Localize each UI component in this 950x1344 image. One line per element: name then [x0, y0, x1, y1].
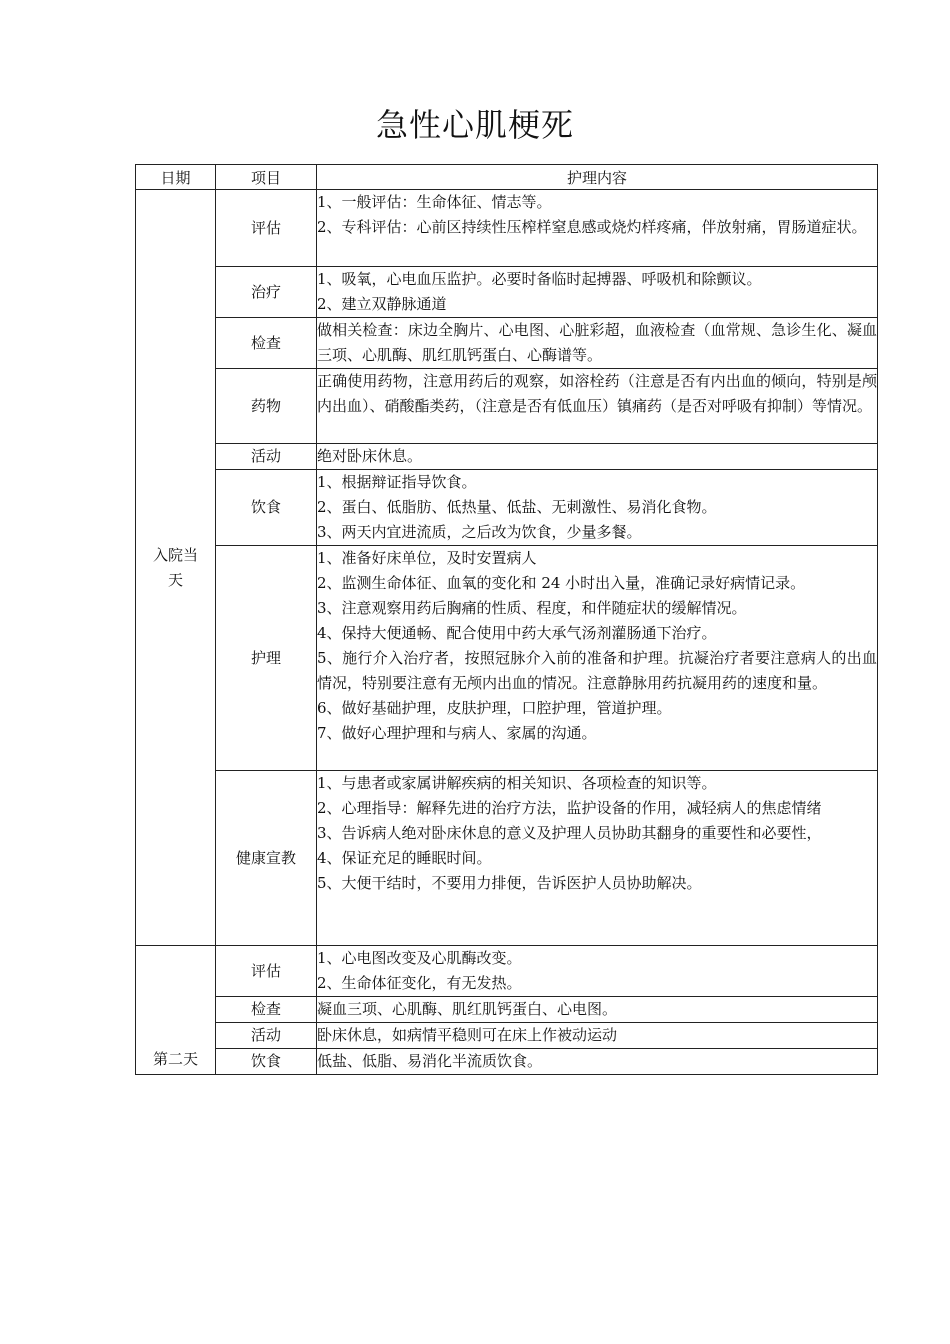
content-line: 2、建立双静脉通道 [317, 295, 447, 313]
content-line: 低盐、低脂、易消化半流质饮食。 [317, 1052, 543, 1070]
item-label: 检查 [216, 318, 317, 369]
content-line: 3、告诉病人绝对卧床休息的意义及护理人员协助其翻身的重要性和必要性， [317, 824, 822, 842]
day-label: 第二天 [136, 946, 216, 1075]
content-line: 5、大便干结时，不要用力排便，告诉医护人员协助解决。 [317, 874, 702, 892]
table-row [136, 369, 878, 444]
content-line: 卧床休息，如病情平稳则可在床上作被动运动 [317, 1026, 618, 1044]
content-line: 1、一般评估：生命体征、情志等。 [317, 193, 552, 211]
content-line: 1、吸氧，心电血压监护。必要时备临时起搏器、呼吸机和除颤议。 [317, 270, 762, 288]
content-line: 3、注意观察用药后胸痛的性质、程度，和伴随症状的缓解情况。 [317, 599, 747, 617]
content-line: 1、准备好床单位，及时安置病人 [317, 549, 537, 567]
item-label: 药物 [216, 369, 317, 444]
item-label: 护理 [216, 546, 317, 771]
table-row [136, 546, 878, 771]
content-line: 2、专科评估：心前区持续性压榨样窒息感或烧灼样疼痛，伴放射痛，胃肠道症状。 [317, 218, 867, 236]
care-content [317, 444, 878, 470]
care-content [317, 190, 878, 267]
table-row [136, 190, 878, 267]
content-line: 2、监测生命体征、血氧的变化和 24 小时出入量，准确记录好病情记录。 [317, 574, 806, 592]
content-line: 2、蛋白、低脂肪、低热量、低盐、无刺激性、易消化食物。 [317, 498, 717, 516]
item-label: 健康宣教 [216, 771, 317, 946]
content-line: 4、保持大便通畅、配合使用中药大承气汤剂灌肠通下治疗。 [317, 624, 717, 642]
content-line: 正确使用药物，注意用药后的观察，如溶栓药（注意是否有内出血的倾向，特别是颅内出血）、硝酸酯类药，（注意是否有低血压）镇痛药（是否对呼吸有抑制）等情况。 [317, 372, 877, 415]
content-line: 5、施行介入治疗者，按照冠脉介入前的准备和护理。抗凝治疗者要注意病人的出血情况，特别要注意有无颅内出血的情况。注意静脉用药抗凝用药的速度和量。 [317, 649, 877, 692]
content-line: 3、两天内宜进流质，之后改为饮食，少量多餐。 [317, 523, 642, 541]
content-line: 1、与患者或家属讲解疾病的相关知识、各项检查的知识等。 [317, 774, 717, 792]
care-content [317, 771, 878, 946]
table-row [136, 946, 878, 997]
item-label: 检查 [216, 997, 317, 1023]
table-row [136, 470, 878, 546]
table-row [136, 1049, 878, 1075]
care-content [317, 470, 878, 546]
table-row [136, 444, 878, 470]
table-row [136, 771, 878, 946]
care-content [317, 997, 878, 1023]
content-line: 1、根据辩证指导饮食。 [317, 473, 477, 491]
table-header-row [136, 165, 878, 190]
care-content [317, 1023, 878, 1049]
item-label: 评估 [216, 946, 317, 997]
item-label: 活动 [216, 444, 317, 470]
item-label: 活动 [216, 1023, 317, 1049]
content-line: 做相关检查：床边全胸片、心电图、心脏彩超，血液检查（血常规、急诊生化、凝血三项、心肌酶、肌红肌钙蛋白、心酶谱等。 [317, 321, 877, 364]
care-content [317, 267, 878, 318]
item-label: 治疗 [216, 267, 317, 318]
content-line: 4、保证充足的睡眠时间。 [317, 849, 492, 867]
day-label: 入院当天 [136, 190, 216, 946]
content-line: 2、心理指导：解释先进的治疗方法，监护设备的作用，减轻病人的焦虑情绪 [317, 799, 822, 817]
header-content: 护理内容 [317, 165, 878, 190]
content-line: 1、心电图改变及心肌酶改变。 [317, 949, 522, 967]
table-row [136, 997, 878, 1023]
item-label: 饮食 [216, 1049, 317, 1075]
table-row [136, 1023, 878, 1049]
content-line: 2、生命体征变化，有无发热。 [317, 974, 522, 992]
care-content [317, 318, 878, 369]
table-row [136, 318, 878, 369]
care-content [317, 946, 878, 997]
nursing-care-table [135, 164, 878, 1075]
table-body [136, 190, 878, 1075]
care-content [317, 1049, 878, 1075]
care-content [317, 369, 878, 444]
content-line: 凝血三项、心肌酶、肌红肌钙蛋白、心电图。 [317, 1000, 618, 1018]
care-content [317, 546, 878, 771]
content-line: 7、做好心理护理和与病人、家属的沟通。 [317, 724, 597, 742]
item-label: 饮食 [216, 470, 317, 546]
table-row [136, 267, 878, 318]
content-line: 绝对卧床休息。 [317, 447, 423, 465]
header-item: 项目 [216, 165, 317, 190]
item-label: 评估 [216, 190, 317, 267]
document-title: 急性心肌梗死 [375, 106, 574, 144]
content-line: 6、做好基础护理，皮肤护理，口腔护理，管道护理。 [317, 699, 672, 717]
header-date: 日期 [136, 165, 216, 190]
